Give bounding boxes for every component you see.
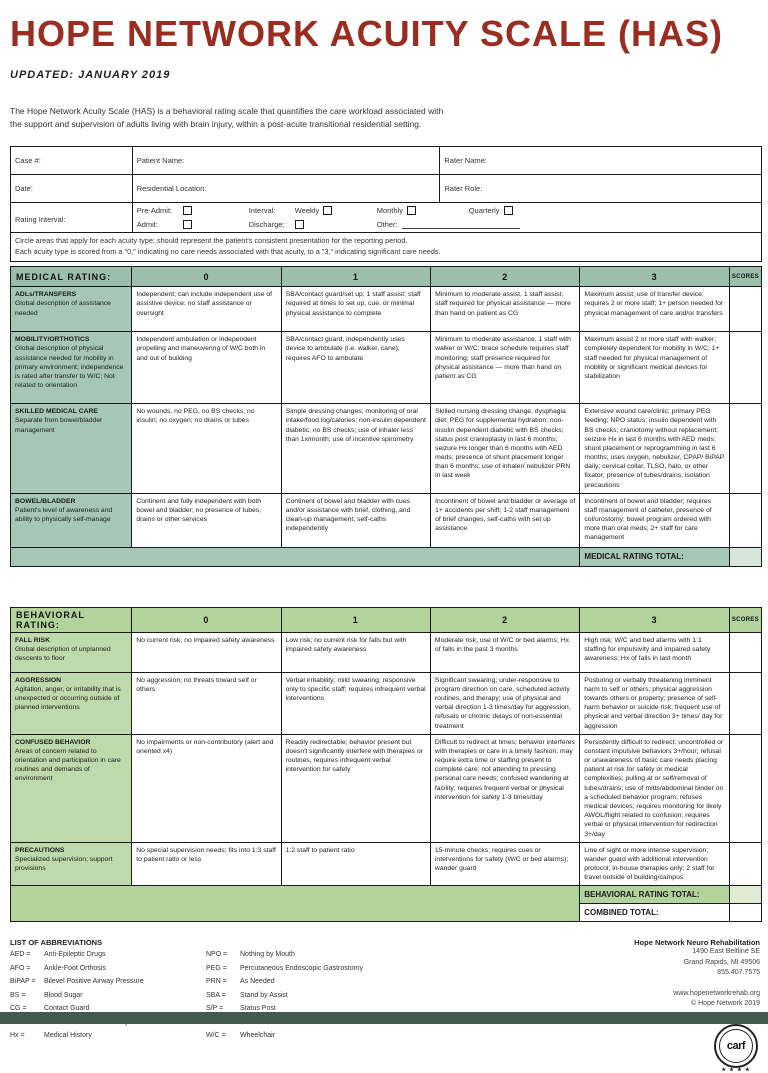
category-mobility-orthotics: MOBILITY/ORTHOTICS Global description of physical assistance needed for mobility in primary environment; independence is rated after transfer to W/C; Not related to orientation [11,332,132,404]
behavioral-col-1: 1 [281,607,430,632]
behavioral-total-row [11,886,762,904]
skilled-care-level-0[interactable]: No wounds, no PEG, no BS checks, no insulin; no oxygen; no drains or tubes [132,404,281,494]
admit-checkbox[interactable] [183,220,192,229]
other-option [377,220,757,229]
adls-level-0[interactable]: Independent; can include independent use of assistive device; no staff assistance or oversight [132,287,281,332]
aggression-level-1[interactable]: Verbal irritability; mild swearing; responsive only to specific staff; requires infrequent verbal interventions [281,672,430,734]
footer-contact [520,938,760,1068]
patient-info-table [10,146,762,262]
combined-total-score-cell[interactable] [729,904,761,922]
abbreviations-column-2 [206,951,466,1046]
patient-name-label: Patient Name: [136,156,185,166]
category-confused-behavior: CONFUSED BEHAVIOR Areas of concern related to orientation and participation in care routines and demands of environment [11,734,132,842]
table-row [11,842,762,886]
updated-date: UPDATED: JANUARY 2019 [10,69,171,81]
table-row [11,493,762,547]
confused-behavior-level-1[interactable]: Readily redirectable; behavior present but doesn't significantly interfere with therapies or routines, requires infrequent verbal intervention for safety [281,734,430,842]
behavioral-total-score-cell[interactable] [729,886,761,904]
rater-name-label: Rater Name: [444,156,487,166]
quarterly-label: Quarterly [468,206,500,216]
list-item: AED = Anti-Epileptic Drugs [10,951,106,959]
footer-bar [0,1012,768,1024]
bowel-bladder-level-3[interactable]: Incontinent of bowel and bladder; requires staff management of catheter, presence of col/urostomy; bowel program ordered with more than oral meds; 2+ staff for care management [580,493,729,547]
instructions [11,233,762,262]
address-line-2: Grand Rapids, MI 49506 [683,958,760,966]
list-item: PEG = Percutaneous Endoscopic Gastrostomy [206,964,363,972]
precautions-level-0[interactable]: No special supervision needs; fits into 1:3 staff to patient ratio or less [132,842,281,886]
medical-total-label: MEDICAL RATING TOTAL: [580,547,729,566]
rater-name-field[interactable] [440,147,762,175]
table-row [11,734,762,842]
organization-name: Hope Network Neuro Rehabilitation [634,938,760,948]
date-label: Date: [15,184,33,194]
fall-risk-level-0[interactable]: No current risk; no impaired safety awareness [132,632,281,672]
behavioral-rating-title: BEHAVIORAL RATING: [11,607,132,632]
list-item: W/C = Wheelchair [206,1032,276,1040]
page-title: HOPE NETWORK ACUITY SCALE (HAS) [10,13,724,54]
copyright-notice: © Hope Network 2019 [691,1000,760,1008]
table-row [11,672,762,734]
fall-risk-score-cell[interactable] [729,632,761,672]
pre-admit-option [137,206,249,215]
medical-col-3: 3 [580,267,729,287]
medical-col-1: 1 [281,267,430,287]
category-aggression: AGGRESSION Agitation, anger, or irritability that is unexpected or occurring outside of planned interventions [11,672,132,734]
abbreviations-title: LIST OF ABBREVIATIONS [10,938,103,948]
pre-admit-checkbox[interactable] [183,206,192,215]
rater-role-label: Rater Role: [444,184,483,194]
list-item: BiPAP = Bilevel Positive Airway Pressure [10,978,144,986]
phone-number: 855.407.7575 [717,969,760,977]
behavioral-rating-table [10,607,762,923]
category-precautions: PRECAUTIONS Specialized supervision; support provisions [11,842,132,886]
skilled-care-level-3[interactable]: Extensive wound care/clinic; primary PEG feeding; NPO status; insulin dependent with BS checks; craniotomy without replacement; seizure Hx in last 6 months with AED meds; shunt placement or reprogramming in last 6 months; uses oxygen, nebulizer, CPAP/ BiPAP daily; cervical collar, TLSO, halo, or other fixator; presence of tubes/drains; isolation precautions [580,404,729,494]
bowel-bladder-level-2[interactable]: Incontinent of bowel and bladder or average of 1+ accidents per shift; 1-2 staff management of brief changes, self-caths with set up assistance [431,493,580,547]
table-row [11,404,762,494]
discharge-option [249,220,377,229]
instructions-line-2: Each acuity type is scored from a "0," indicating no care needs associated with that acuity, to a "3," indicating significant care needs. [15,247,441,257]
bowel-bladder-level-1[interactable]: Continent of bowel and bladder with cues and/or assistance with brief, clothing, and clean-up management; self-caths independently [281,493,430,547]
medical-total-fill [11,547,580,566]
mobility-level-0[interactable]: Independent ambulation or independent propelling and maneuvering of W/C both in and out of building [132,332,281,404]
table-row [11,632,762,672]
list-item: S/P = Status Post [206,1005,276,1013]
mobility-score-cell[interactable] [729,332,761,404]
behavioral-col-0: 0 [132,607,281,632]
medical-col-2: 2 [431,267,580,287]
aggression-level-2[interactable]: Significant swearing; under-responsive to program direction on care, scheduled activity routines, and therapy; use of physical and verbal direction 1-3 times/day for aggression, refusals or chronic delays of non-essential treatment [430,672,579,734]
address-line-1: 1490 East Beltline SE [692,948,760,956]
rater-role-field[interactable] [440,175,762,203]
list-item: Hx = Medical History [10,1032,92,1040]
precautions-level-3[interactable]: Line of sight or more intense supervision; wander guard with additional intervention protocol; in-house therapies only; 2 staff for travel outside of building/campus [580,842,730,886]
behavioral-total-label: BEHAVIORAL RATING TOTAL: [580,886,730,904]
residential-location-field[interactable] [132,175,440,203]
quarterly-option [469,206,757,215]
residential-location-label: Residential Location: [136,184,207,194]
bowel-bladder-level-0[interactable]: Continent and fully independent with both bowel and bladder; no presence of tubes, drains or other services [132,493,281,547]
category-fall-risk: FALL RISK Global description of unplanned descents to floor [11,632,132,672]
mobility-level-3[interactable]: Maximum assist 2 or more staff with walker; completely dependent for mobility in W/C; 1+ staff needed for physical management of mobility or significant medical devices for stabilization [580,332,729,404]
category-bowel-bladder: BOWEL/BLADDER Patient's level of awareness and ability to physically self-manage [11,493,132,547]
adls-level-3[interactable]: Maximum assist; use of transfer device; requires 2 or more staff; 1+ person needed for physical management of care and/or transfers [580,287,729,332]
skilled-care-level-2[interactable]: Skilled nursing dressing change, dysphagia diet; PEG for supplemental hydration; non-insulin dependent diabetic with BS checks; status post cranioplasty in last 6 months; seizure Hx longer than 6 months with AED meds; presence of shunt placement longer than 6 months; use of inhaler/ nebulizer PRN in last week [431,404,580,494]
mobility-level-1[interactable]: SBA/contact guard, independently uses device to ambulate (i.e. walker, cane); requires AFO to ambulate [281,332,430,404]
confused-behavior-level-2[interactable]: Difficult to redirect at times; behavior interferes with therapies or care in a timely fashion; may require extra time or staffing present to complete care; not attending to pressing personal care needs; confused wandering at facility; requires frequent verbal or physical intervention for safety 1-3 times/day [430,734,579,842]
skilled-care-level-1[interactable]: Simple dressing changes; monitoring of oral intake/food log/calories; non-insulin dependent diabetic; no BS checks; use of inhaler less than 1x/month; use of incentive spirometry [281,404,430,494]
monthly-label: Monthly [376,206,403,216]
discharge-label: Discharge: [248,220,285,230]
precautions-score-cell[interactable] [729,842,761,886]
table-row [11,287,762,332]
fall-risk-level-2[interactable]: Moderate risk; use of W/C or bed alarms; Hx of falls in the past 3 months [430,632,579,672]
adls-score-cell[interactable] [729,287,761,332]
quarterly-checkbox[interactable] [504,206,513,215]
precautions-level-2[interactable]: 15-minute checks; requires cues or interventions for safety (W/C or bed alarms); wander guard [430,842,579,886]
adls-level-1[interactable]: SBA/contact guard/set up; 1 staff assist; staff required at times to set up, cue, or minimal physical assistance to complete [281,287,430,332]
admit-label: Admit: [136,220,158,230]
list-item: CG = Contact Guard [10,1005,90,1013]
list-item: PRN = As Needed [206,978,275,986]
rating-interval-options [132,203,761,233]
list-item: BS = Blood Sugar [10,991,83,999]
aggression-level-3[interactable]: Posturing or verbally threatening imminent harm to self or others; physical aggression towards others or property; presence of self-harm behavior or suicide risk; frequent use of physical and verbal direction 3+ times/ day for aggression [580,672,730,734]
precautions-level-1[interactable]: 1:2 staff to patient ratio [281,842,430,886]
abbreviations-column-1 [10,951,206,1046]
admit-option [137,220,249,229]
instructions-line-1: Circle areas that apply for each acuity type; should represent the patient's consistent presentation for the reporting period. [15,236,408,246]
medical-rating-table [10,266,762,567]
bowel-bladder-score-cell[interactable] [729,493,761,547]
other-input-line[interactable] [402,221,520,229]
confused-behavior-level-3[interactable]: Persistently difficult to redirect; uncontrolled or constant impulsive behaviors 3+/hour; refusal or unawareness of basic care needs placing patient at risk for safety or medical complexities; pulling at or self/removal of tubes/drains; use of mitts/abdominal binder on a scheduled behavior program; refuses medical devices; requires monitoring for likely AWOL/flight related to confusion; requires verbal or physical intervention for redirection 3+/day [580,734,730,842]
medical-total-row [11,547,762,566]
aggression-score-cell[interactable] [729,672,761,734]
category-skilled-medical-care: SKILLED MEDICAL CARE Separate from bowel/bladder management [11,404,132,494]
carf-logo: carf ★ ★ ★ ★ [714,1024,758,1068]
behavioral-col-2: 2 [430,607,579,632]
medical-col-0: 0 [132,267,281,287]
weekly-checkbox[interactable] [323,206,332,215]
medical-rating-title: MEDICAL RATING: [11,267,132,287]
table-row [11,332,762,404]
list-item: AFO = Ankle-Foot Orthosis [10,964,106,972]
behavioral-col-3: 3 [580,607,730,632]
combined-total-label: COMBINED TOTAL: [580,904,730,922]
patient-name-field[interactable] [132,147,440,175]
fall-risk-level-1[interactable]: Low risk; no current risk for falls but with impaired safety awareness [281,632,430,672]
confused-behavior-level-0[interactable]: No impairments or non-contributory (alert and oriented x4) [132,734,281,842]
weekly-label: Weekly [294,206,320,216]
skilled-care-score-cell[interactable] [729,404,761,494]
medical-total-score-cell[interactable] [729,547,761,566]
behavioral-total-fill [11,886,580,922]
monthly-checkbox[interactable] [407,206,416,215]
list-item: NPO = Nothing by Mouth [206,951,295,959]
case-number-label: Case #: [15,156,41,166]
interval-label: Interval: [248,206,276,216]
date-field[interactable] [11,175,133,203]
behavioral-scores-header: SCORES [729,607,761,632]
pre-admit-label: Pre-Admit: [136,206,173,216]
discharge-checkbox[interactable] [295,220,304,229]
intro-text: The Hope Network Acuity Scale (HAS) is a behavioral rating scale that quantifies the care workload associated with the support and supervision of adults living with brain injury, within a post-acute transitional residential setting. [10,106,444,130]
other-label: Other: [376,220,398,230]
bottom-section [10,938,760,1068]
case-number-field[interactable] [11,147,133,175]
aggression-level-0[interactable]: No aggression; no threats toward self or others [132,672,281,734]
mobility-level-2[interactable]: Minimum to moderate assistance, 1 staff with walker or W/C; brace schedule requires staff monitoring; staff presence required for physical assistance — more than hand on patient as CG [431,332,580,404]
monthly-option [377,206,469,215]
website-link[interactable]: www.hopenetworkrehab.org [673,989,760,997]
adls-level-2[interactable]: Minimum to moderate assist, 1 staff assist; staff required for physical assistance — more than hand on patient as CG [431,287,580,332]
weekly-option [249,206,377,215]
confused-behavior-score-cell[interactable] [729,734,761,842]
category-adls-transfers: ADLs/TRANSFERS Global description of assistance needed [11,287,132,332]
rating-interval-cell [11,203,133,233]
rating-interval-label: Rating Interval: [15,214,66,224]
fall-risk-level-3[interactable]: High risk; W/C and bed alarms with 1:1 staffing for impulsivity and impaired safety awareness; Hx of falls in last month [580,632,730,672]
list-item: SBA = Stand by Assist [206,991,288,999]
abbreviations [10,938,480,1068]
medical-scores-header: SCORES [729,267,761,287]
